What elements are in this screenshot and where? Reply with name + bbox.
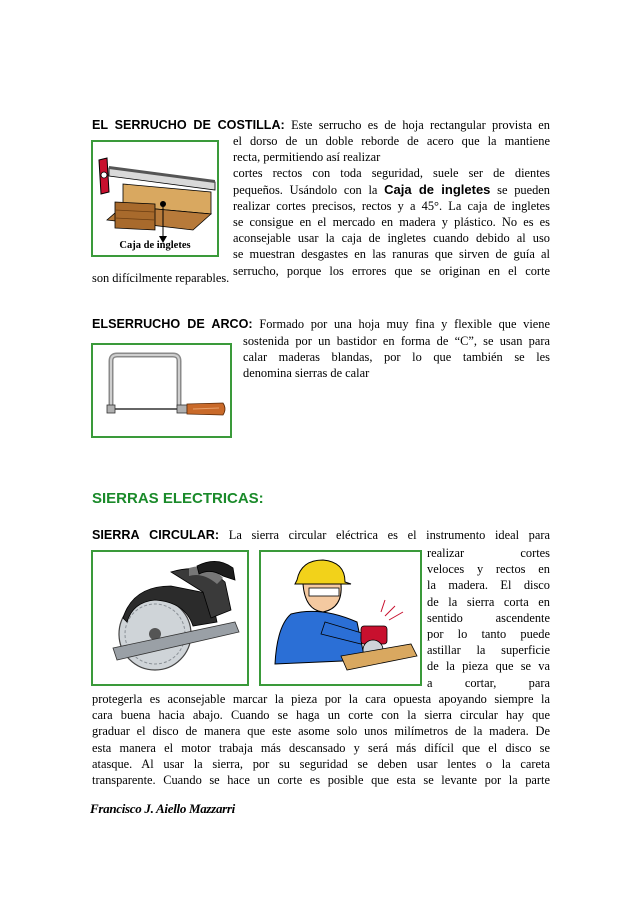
coping-saw-illustration	[93, 345, 230, 436]
arco-line: sostenida por un bastidor en forma de “C”, se usan para	[243, 334, 550, 348]
image-caption: Caja de ingletes	[119, 240, 191, 251]
side-line: realizar cortes	[427, 546, 550, 560]
costilla-line: aconsejable usar la caja de ingletes cuando debido al uso	[233, 231, 550, 246]
arco-wrap-text	[243, 333, 550, 382]
costilla-line: serrucho, porque los errores que se originan en el corte	[233, 263, 550, 278]
section-circular	[92, 527, 550, 543]
side-line: a cortar, para	[427, 675, 550, 690]
arco-first-line: ELSERRUCHO DE ARCO: Formado por una hoja muy fina y flexible que viene	[92, 317, 550, 331]
body-line: graduar el disco de manera que este asome solo unos milímetros de la madera. De	[92, 724, 550, 739]
miter-box-image	[91, 140, 219, 257]
circular-first-line: SIERRA CIRCULAR: La sierra circular eléctrica es el instrumento ideal para	[92, 528, 550, 542]
circular-saw-image	[91, 550, 249, 686]
circular-body-text	[92, 691, 550, 788]
side-line: por lo tanto puede	[427, 627, 550, 642]
costilla-line: recta, permitiendo así realizar	[233, 150, 381, 165]
section-arco	[92, 316, 550, 332]
costilla-line-inline: pequeños. Usándolo con la Caja de ingletes se pueden	[233, 181, 550, 197]
arco-heading: ELSERRUCHO DE ARCO:	[92, 317, 253, 331]
costilla-line: se muestran desgastes en las ranuras que sirven de guía al	[233, 247, 550, 262]
costilla-line: se consigue en el mercado en madera y plástico. No es es	[233, 215, 550, 230]
side-line: sentido ascendente	[427, 610, 550, 625]
miter-box-illustration	[93, 142, 217, 255]
coping-saw-image	[91, 343, 232, 438]
body-line: atasque. Al usar la sierra, por su seguridad se deben usar lentes o la careta	[92, 756, 550, 771]
body-line: protegerla es aconsejable marcar la pieza por la cara opuesta apoyando siempre la	[92, 692, 550, 706]
inline-bold-term: Caja de ingletes	[384, 181, 491, 197]
side-line: astillar la superficie	[427, 643, 550, 658]
side-line: la madera. El disco	[427, 578, 550, 593]
body-line: cara buena hacia abajo. Cuando se haga un corte con la sierra circular hay que	[92, 708, 550, 723]
costilla-first-line: EL SERRUCHO DE COSTILLA: Este serrucho es de hoja rectangular provista en	[92, 118, 550, 132]
costilla-heading: EL SERRUCHO DE COSTILLA:	[92, 118, 285, 132]
costilla-last	[92, 270, 550, 286]
body-line: transparente. Cuando se hace un corte es posible que esta se levante por la parte	[92, 773, 550, 788]
author-signature: Francisco J. Aiello Mazzarri	[90, 801, 235, 816]
circular-saw-illustration	[93, 552, 247, 684]
side-line: veloces y rectos en	[427, 562, 550, 577]
section-title-electric: SIERRAS ELECTRICAS:	[92, 490, 264, 507]
costilla-line: cortes rectos con toda seguridad, suele ser de dientes	[233, 166, 550, 181]
costilla-line: el dorso de un doble reborde de acero que la mantiene	[233, 134, 550, 148]
body-line: esta manera el motor trabaja más descansado y será más difícil que el disco se	[92, 740, 550, 755]
costilla-line: realizar cortes precisos, rectos y a 45°. La caja de ingletes	[233, 198, 550, 213]
worker-image	[259, 550, 422, 686]
side-line: de la sierra corta en	[427, 594, 550, 609]
costilla-last-line: son difícilmente reparables.	[92, 271, 230, 285]
side-line: de la pieza que se va	[427, 659, 550, 674]
arco-line: denomina sierras de calar	[243, 366, 370, 381]
circular-heading: SIERRA CIRCULAR:	[92, 528, 220, 542]
costilla-wrap-text	[233, 133, 550, 279]
arco-line: calar maderas blandas, por lo que también se les	[243, 350, 550, 365]
circular-side-text	[427, 545, 550, 691]
worker-illustration	[261, 552, 420, 684]
section-costilla	[92, 117, 550, 133]
